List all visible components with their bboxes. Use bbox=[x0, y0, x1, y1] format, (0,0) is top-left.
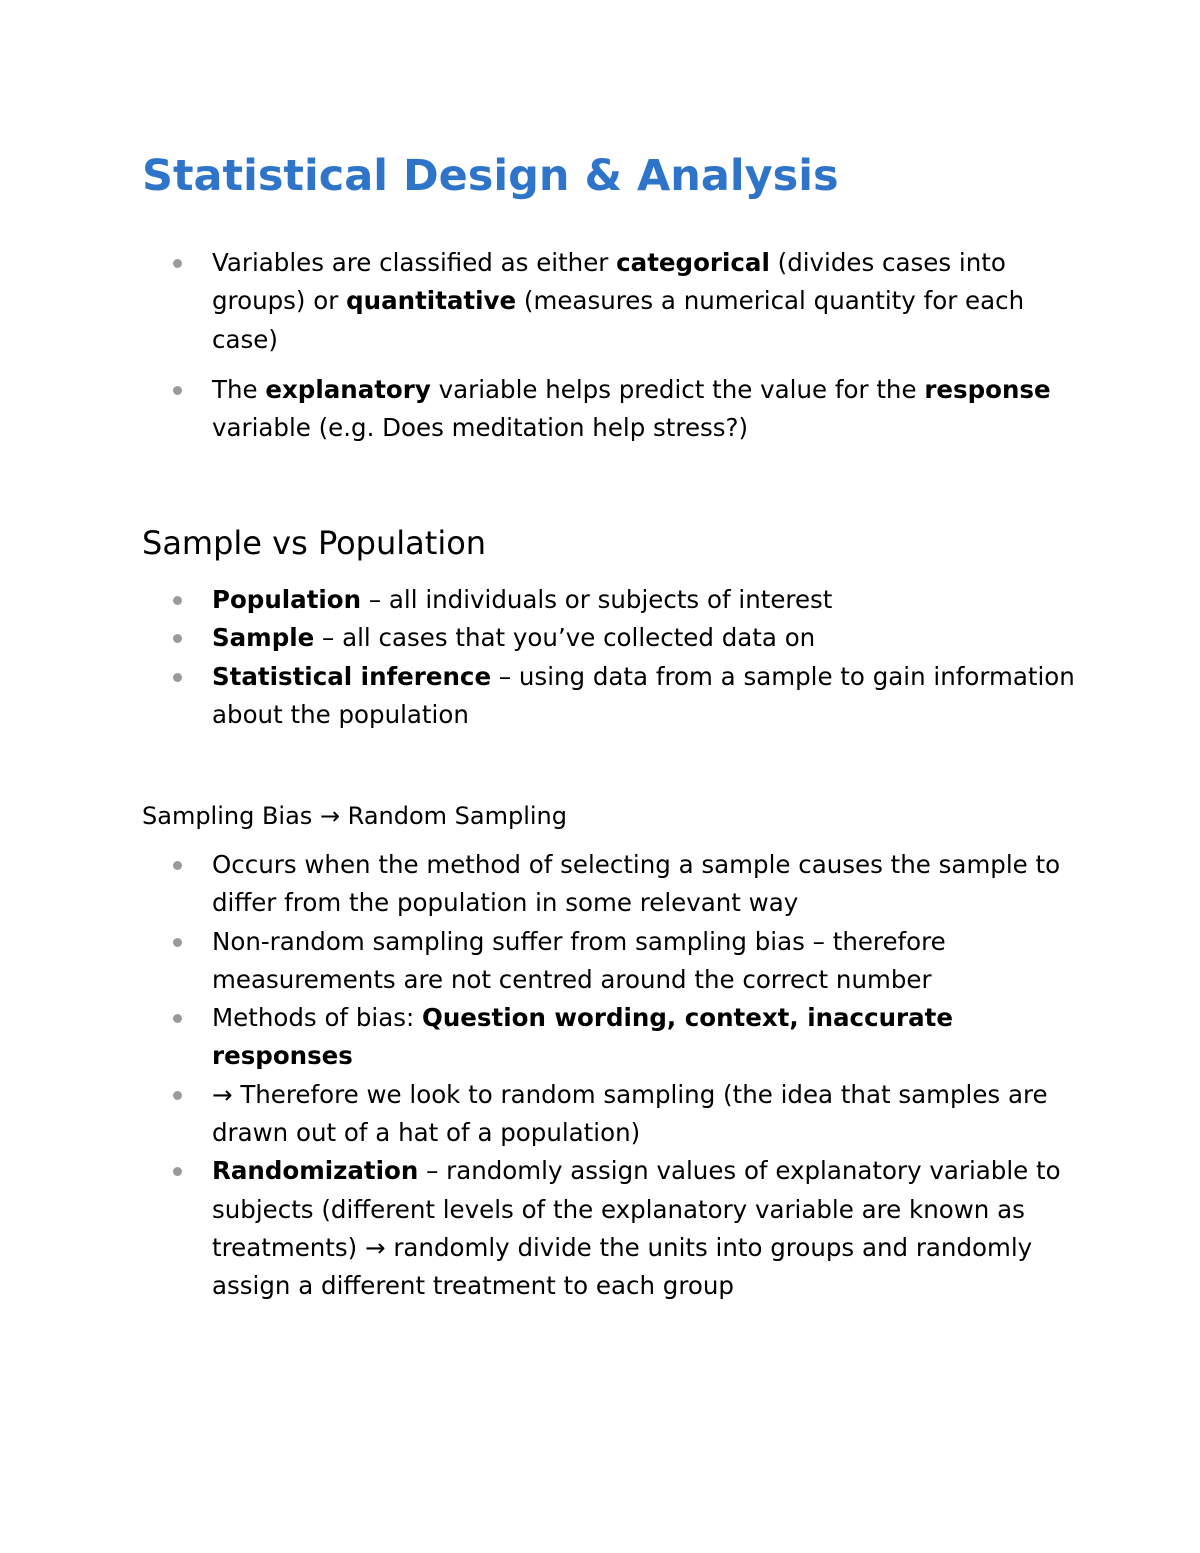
list-item-text: – randomly assign values of explanatory variable to subjects (different levels of the explanatory variable are known as treatments) → randomly divide the units into groups and randomly assign a different treatment to each group bbox=[212, 1156, 1061, 1301]
section-heading-sampling-bias: Sampling Bias → Random Sampling bbox=[142, 802, 568, 830]
list-item bbox=[212, 999, 1092, 1076]
bullet-icon bbox=[173, 1014, 182, 1023]
bullet-icon bbox=[173, 634, 182, 643]
list-item-term: quantitative bbox=[346, 286, 517, 316]
page-title: Statistical Design & Analysis bbox=[142, 151, 839, 201]
list-item bbox=[212, 371, 1092, 448]
list-item-text: variable helps predict the value for the bbox=[430, 374, 925, 404]
list-item bbox=[212, 658, 1092, 735]
list-item-term: response bbox=[924, 374, 1051, 404]
list-item-text: → Therefore we look to random sampling (the idea that samples are drawn out of a hat of a population) bbox=[212, 1079, 1048, 1148]
list-item-text: – all cases that you’ve collected data on bbox=[314, 623, 816, 653]
bullet-icon bbox=[173, 1091, 182, 1100]
list-item-term: categorical bbox=[616, 248, 770, 277]
list-item-text: – using data from a sample to gain information about the population bbox=[212, 661, 1075, 729]
bullet-icon bbox=[173, 596, 182, 605]
list-item-term: explanatory bbox=[265, 374, 431, 404]
definitions-list bbox=[212, 244, 1092, 447]
list-item-term: Randomization bbox=[212, 1156, 419, 1186]
list-item-text: The bbox=[212, 374, 266, 404]
list-item-text: (divides cases into groups) or bbox=[212, 248, 1006, 316]
list-item-term: Statistical inference bbox=[212, 661, 492, 691]
list-item-text: Variables are classified as either bbox=[212, 248, 617, 277]
section-heading-sample-vs-population: Sample vs Population bbox=[142, 524, 487, 562]
list-item-text: Non-random sampling suffer from sampling bias – therefore measurements are not centred around the correct number bbox=[212, 926, 946, 994]
list-item-term: Population bbox=[212, 585, 362, 614]
list-item-term: Question wording, context, inaccurate responses bbox=[212, 1003, 953, 1071]
list-item bbox=[212, 923, 1092, 1000]
sample-population-list bbox=[212, 581, 1092, 734]
bullet-icon bbox=[173, 259, 182, 268]
list-item-term: Sample bbox=[212, 623, 315, 653]
bullet-icon bbox=[173, 1167, 182, 1176]
bullet-icon bbox=[173, 386, 182, 395]
list-item bbox=[212, 1152, 1092, 1305]
bullet-icon bbox=[173, 861, 182, 870]
list-item-text: Methods of bias: bbox=[212, 1003, 423, 1033]
list-item bbox=[212, 1076, 1092, 1153]
bullet-icon bbox=[173, 938, 182, 947]
list-item bbox=[212, 619, 1092, 657]
list-item bbox=[212, 581, 1092, 619]
bullet-icon bbox=[173, 673, 182, 682]
list-item-text: – all individuals or subjects of interest bbox=[361, 585, 833, 614]
sampling-bias-list bbox=[212, 846, 1092, 1306]
list-item bbox=[212, 244, 1092, 359]
list-item bbox=[212, 846, 1092, 923]
list-item-text: (measures a numerical quantity for each case) bbox=[212, 286, 1025, 354]
list-item-text: variable (e.g. Does meditation help stress?) bbox=[212, 413, 749, 443]
list-item-text: Occurs when the method of selecting a sample causes the sample to differ from the population in some relevant way bbox=[212, 850, 1061, 918]
